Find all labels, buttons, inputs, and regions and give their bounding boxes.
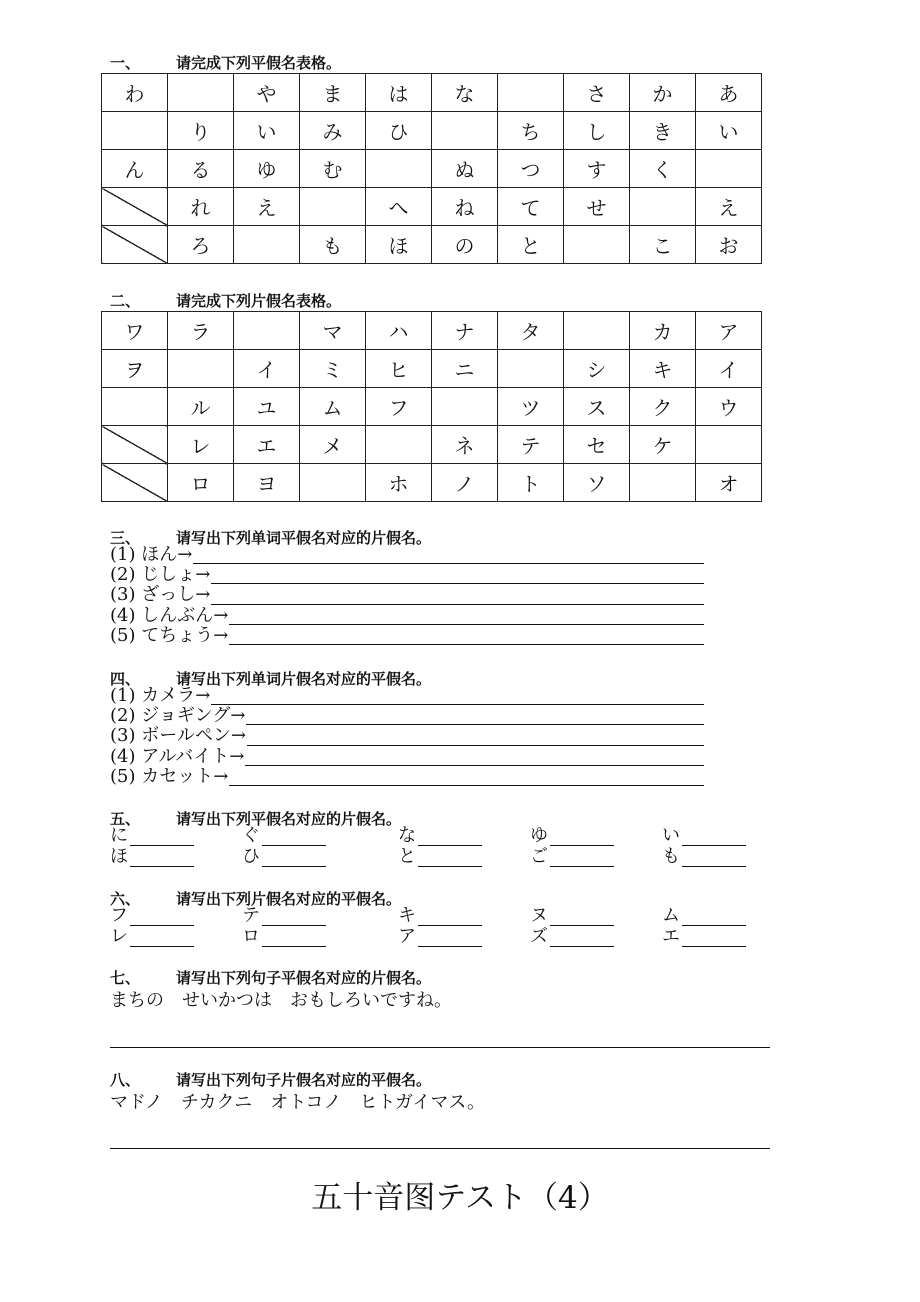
section-8-title: 八、 请写出下列句子片假名对应的平假名。 bbox=[110, 1071, 432, 1089]
hiragana-row bbox=[102, 226, 762, 264]
q5-item bbox=[242, 826, 326, 846]
q5-answer-blank[interactable] bbox=[550, 849, 614, 867]
q4-item bbox=[110, 686, 710, 706]
q5-item bbox=[662, 826, 746, 846]
q6-kana: ヌ bbox=[530, 905, 548, 926]
katakana-cell: レ bbox=[168, 426, 234, 464]
q6-item bbox=[530, 906, 614, 926]
hiragana-row bbox=[102, 74, 762, 112]
katakana-cell: イ bbox=[234, 350, 300, 388]
hiragana-cell: い bbox=[234, 112, 300, 150]
katakana-cell: ウ bbox=[696, 388, 762, 426]
q4-prompt: (2) ジョギング→ bbox=[110, 705, 246, 727]
q4-answer-line[interactable] bbox=[246, 723, 704, 725]
q5-item bbox=[530, 847, 614, 867]
katakana-row bbox=[102, 388, 762, 426]
q3-answer-line[interactable] bbox=[193, 562, 704, 564]
katakana-blank-cell[interactable] bbox=[498, 350, 564, 388]
q7-sentence: まちの せいかつは おもしろいですね。 bbox=[110, 990, 452, 1011]
section-4-title: 四、 请写出下列单词片假名对应的平假名。 bbox=[110, 670, 432, 688]
hiragana-cell: い bbox=[696, 112, 762, 150]
q4-answer-line[interactable] bbox=[247, 744, 704, 746]
katakana-cell: セ bbox=[564, 426, 630, 464]
hiragana-blank-cell[interactable] bbox=[300, 188, 366, 226]
hiragana-cell: へ bbox=[366, 188, 432, 226]
q4-prompt: (5) カセット→ bbox=[110, 765, 229, 787]
q4-item bbox=[110, 747, 710, 767]
katakana-row bbox=[102, 426, 762, 464]
hiragana-row bbox=[102, 188, 762, 226]
katakana-cell: ニ bbox=[432, 350, 498, 388]
katakana-cell: ナ bbox=[432, 312, 498, 350]
q6-kana: ロ bbox=[242, 926, 260, 947]
q3-prompt: (2) じしょ→ bbox=[110, 564, 211, 586]
katakana-blank-cell[interactable] bbox=[234, 312, 300, 350]
q6-kana: ア bbox=[398, 926, 416, 947]
hiragana-cell: あ bbox=[696, 74, 762, 112]
katakana-row bbox=[102, 312, 762, 350]
hiragana-blank-cell[interactable] bbox=[168, 74, 234, 112]
q6-kana: キ bbox=[398, 905, 416, 926]
katakana-row bbox=[102, 464, 762, 502]
hiragana-row bbox=[102, 150, 762, 188]
hiragana-cell: る bbox=[168, 150, 234, 188]
page-title: 五十音图テスト（4） bbox=[311, 1180, 609, 1216]
katakana-row bbox=[102, 350, 762, 388]
q3-item bbox=[110, 545, 710, 565]
katakana-cell: カ bbox=[630, 312, 696, 350]
hiragana-cell: ろ bbox=[168, 226, 234, 264]
katakana-cell: ト bbox=[498, 464, 564, 502]
q3-prompt: (5) てちょう→ bbox=[110, 624, 229, 646]
hiragana-cell: ん bbox=[102, 150, 168, 188]
q5-answer-blank[interactable] bbox=[130, 828, 194, 846]
katakana-cell: ク bbox=[630, 388, 696, 426]
katakana-cell: ル bbox=[168, 388, 234, 426]
q6-item bbox=[662, 927, 746, 947]
q6-kana: フ bbox=[110, 905, 128, 926]
q6-answer-blank[interactable] bbox=[418, 908, 482, 926]
katakana-cell: ワ bbox=[102, 312, 168, 350]
hiragana-cell: ね bbox=[432, 188, 498, 226]
q5-kana: ゆ bbox=[530, 825, 548, 846]
katakana-blank-cell[interactable] bbox=[564, 312, 630, 350]
hiragana-cell: し bbox=[564, 112, 630, 150]
q3-answer-line[interactable] bbox=[211, 603, 704, 605]
katakana-cell: オ bbox=[696, 464, 762, 502]
katakana-cell: フ bbox=[366, 388, 432, 426]
q6-kana: レ bbox=[110, 926, 128, 947]
q3-answer-line[interactable] bbox=[211, 582, 704, 584]
q3-answer-line[interactable] bbox=[229, 643, 704, 645]
hiragana-cell: れ bbox=[168, 188, 234, 226]
hiragana-cell: ま bbox=[300, 74, 366, 112]
hiragana-table bbox=[101, 73, 762, 264]
hiragana-blank-cell[interactable] bbox=[564, 226, 630, 264]
q6-item bbox=[110, 906, 194, 926]
hiragana-cell: り bbox=[168, 112, 234, 150]
katakana-cell: シ bbox=[564, 350, 630, 388]
katakana-blank-cell[interactable] bbox=[168, 350, 234, 388]
hiragana-cell: と bbox=[498, 226, 564, 264]
hiragana-blank-cell[interactable] bbox=[366, 150, 432, 188]
katakana-diagonal-cell bbox=[102, 464, 168, 502]
section-6-title: 六、 请写出下列片假名对应的平假名。 bbox=[110, 890, 402, 908]
hiragana-blank-cell[interactable] bbox=[432, 112, 498, 150]
hiragana-blank-cell[interactable] bbox=[696, 150, 762, 188]
q5-answer-blank[interactable] bbox=[550, 828, 614, 846]
hiragana-cell: も bbox=[300, 226, 366, 264]
q6-item bbox=[662, 906, 746, 926]
q5-item bbox=[110, 826, 194, 846]
q5-kana: ひ bbox=[242, 846, 260, 867]
hiragana-cell: は bbox=[366, 74, 432, 112]
q4-answer-line[interactable] bbox=[229, 784, 704, 786]
katakana-cell: ス bbox=[564, 388, 630, 426]
hiragana-cell: ち bbox=[498, 112, 564, 150]
section-1-title: 一、 请完成下列平假名表格。 bbox=[110, 54, 342, 72]
q5-kana: な bbox=[398, 825, 416, 846]
q5-answer-blank[interactable] bbox=[682, 849, 746, 867]
q5-answer-blank[interactable] bbox=[262, 849, 326, 867]
q5-kana: ぐ bbox=[242, 825, 260, 846]
q5-kana: に bbox=[110, 825, 128, 846]
hiragana-cell: み bbox=[300, 112, 366, 150]
katakana-table bbox=[101, 311, 762, 502]
hiragana-cell: の bbox=[432, 226, 498, 264]
katakana-cell: エ bbox=[234, 426, 300, 464]
q3-answer-line[interactable] bbox=[229, 623, 704, 625]
q3-list bbox=[110, 545, 710, 646]
q5-item bbox=[242, 847, 326, 867]
hiragana-cell: む bbox=[300, 150, 366, 188]
q5-answer-blank[interactable] bbox=[418, 849, 482, 867]
q6-item bbox=[530, 927, 614, 947]
katakana-cell: ツ bbox=[498, 388, 564, 426]
katakana-cell: ロ bbox=[168, 464, 234, 502]
q5-kana: ほ bbox=[110, 846, 128, 867]
q6-kana: ム bbox=[662, 905, 680, 926]
katakana-cell: キ bbox=[630, 350, 696, 388]
q4-prompt: (3) ボールペン→ bbox=[110, 725, 246, 747]
katakana-cell: ム bbox=[300, 388, 366, 426]
hiragana-cell: わ bbox=[102, 74, 168, 112]
q6-kana: ズ bbox=[530, 926, 548, 947]
q5-kana: い bbox=[662, 825, 680, 846]
q3-prompt: (1) ほん→ bbox=[110, 544, 193, 565]
q5-item bbox=[530, 826, 614, 846]
katakana-blank-cell[interactable] bbox=[102, 388, 168, 426]
q4-item bbox=[110, 767, 710, 787]
q3-item bbox=[110, 585, 710, 605]
hiragana-blank-cell[interactable] bbox=[234, 226, 300, 264]
q5-kana: も bbox=[662, 846, 680, 867]
hiragana-cell: き bbox=[630, 112, 696, 150]
katakana-diagonal-cell bbox=[102, 426, 168, 464]
katakana-cell: メ bbox=[300, 426, 366, 464]
katakana-cell: ケ bbox=[630, 426, 696, 464]
q4-answer-line[interactable] bbox=[211, 703, 704, 705]
katakana-blank-cell[interactable] bbox=[696, 426, 762, 464]
q4-prompt: (4) アルバイト→ bbox=[110, 745, 245, 767]
hiragana-cell: ほ bbox=[366, 226, 432, 264]
hiragana-cell: ひ bbox=[366, 112, 432, 150]
hiragana-cell: つ bbox=[498, 150, 564, 188]
q3-item bbox=[110, 626, 710, 646]
q3-prompt: (3) ざっし→ bbox=[110, 584, 211, 606]
hiragana-cell: く bbox=[630, 150, 696, 188]
q3-item bbox=[110, 565, 710, 585]
katakana-blank-cell[interactable] bbox=[630, 464, 696, 502]
katakana-cell: ホ bbox=[366, 464, 432, 502]
q6-answer-blank[interactable] bbox=[418, 929, 482, 947]
katakana-cell: イ bbox=[696, 350, 762, 388]
hiragana-cell: な bbox=[432, 74, 498, 112]
hiragana-blank-cell[interactable] bbox=[498, 74, 564, 112]
hiragana-cell: さ bbox=[564, 74, 630, 112]
q5-answer-blank[interactable] bbox=[262, 828, 326, 846]
hiragana-cell: や bbox=[234, 74, 300, 112]
hiragana-cell: お bbox=[696, 226, 762, 264]
katakana-cell: ア bbox=[696, 312, 762, 350]
section-7-title: 七、 请写出下列句子平假名对应的片假名。 bbox=[110, 969, 432, 987]
hiragana-cell: ゆ bbox=[234, 150, 300, 188]
katakana-cell: ハ bbox=[366, 312, 432, 350]
q5-item bbox=[398, 847, 482, 867]
hiragana-cell: ぬ bbox=[432, 150, 498, 188]
q4-prompt: (1) カメラ→ bbox=[110, 685, 211, 706]
hiragana-cell: え bbox=[696, 188, 762, 226]
q6-answer-blank[interactable] bbox=[262, 929, 326, 947]
hiragana-blank-cell[interactable] bbox=[630, 188, 696, 226]
q5-item bbox=[398, 826, 482, 846]
hiragana-diagonal-cell bbox=[102, 226, 168, 264]
hiragana-cell: え bbox=[234, 188, 300, 226]
hiragana-cell: す bbox=[564, 150, 630, 188]
q6-item bbox=[110, 927, 194, 947]
q3-prompt: (4) しんぶん→ bbox=[110, 604, 229, 626]
q4-answer-line[interactable] bbox=[245, 764, 704, 766]
q6-answer-blank[interactable] bbox=[682, 929, 746, 947]
q4-item bbox=[110, 706, 710, 726]
katakana-cell: ユ bbox=[234, 388, 300, 426]
katakana-cell: タ bbox=[498, 312, 564, 350]
q3-item bbox=[110, 606, 710, 626]
katakana-blank-cell[interactable] bbox=[366, 426, 432, 464]
q6-answer-blank[interactable] bbox=[682, 908, 746, 926]
katakana-cell: ソ bbox=[564, 464, 630, 502]
q6-item bbox=[398, 927, 482, 947]
q8-answer-line[interactable] bbox=[110, 1148, 770, 1149]
q6-answer-blank[interactable] bbox=[550, 908, 614, 926]
section-2-title: 二、 请完成下列片假名表格。 bbox=[110, 292, 342, 310]
katakana-cell: ノ bbox=[432, 464, 498, 502]
hiragana-cell: せ bbox=[564, 188, 630, 226]
q5-kana: と bbox=[398, 846, 416, 867]
hiragana-cell: か bbox=[630, 74, 696, 112]
q6-kana: エ bbox=[662, 926, 680, 947]
q6-answer-blank[interactable] bbox=[130, 929, 194, 947]
q5-answer-blank[interactable] bbox=[418, 828, 482, 846]
section-5-title: 五、 请写出下列平假名对应的片假名。 bbox=[110, 810, 402, 828]
katakana-blank-cell[interactable] bbox=[300, 464, 366, 502]
katakana-cell: ヒ bbox=[366, 350, 432, 388]
hiragana-cell: こ bbox=[630, 226, 696, 264]
q6-answer-blank[interactable] bbox=[550, 929, 614, 947]
hiragana-row bbox=[102, 112, 762, 150]
katakana-cell: ヲ bbox=[102, 350, 168, 388]
katakana-cell: テ bbox=[498, 426, 564, 464]
q6-item bbox=[242, 906, 326, 926]
q4-list bbox=[110, 686, 710, 787]
section-3-title: 三、 请写出下列单词平假名对应的片假名。 bbox=[110, 529, 432, 547]
katakana-cell: ミ bbox=[300, 350, 366, 388]
q5-item bbox=[662, 847, 746, 867]
q7-answer-line[interactable] bbox=[110, 1047, 770, 1048]
hiragana-cell: て bbox=[498, 188, 564, 226]
q6-kana: テ bbox=[242, 905, 260, 926]
q6-item bbox=[398, 906, 482, 926]
q5-item bbox=[110, 847, 194, 867]
q5-answer-blank[interactable] bbox=[130, 849, 194, 867]
katakana-cell: ネ bbox=[432, 426, 498, 464]
katakana-cell: ラ bbox=[168, 312, 234, 350]
q4-item bbox=[110, 726, 710, 746]
q5-kana: ご bbox=[530, 846, 548, 867]
hiragana-diagonal-cell bbox=[102, 188, 168, 226]
q6-item bbox=[242, 927, 326, 947]
q6-answer-blank[interactable] bbox=[130, 908, 194, 926]
q8-sentence: マドノ チカクニ オトコノ ヒトガイマス。 bbox=[110, 1092, 485, 1113]
katakana-cell: マ bbox=[300, 312, 366, 350]
hiragana-blank-cell[interactable] bbox=[102, 112, 168, 150]
q6-answer-blank[interactable] bbox=[262, 908, 326, 926]
q5-answer-blank[interactable] bbox=[682, 828, 746, 846]
katakana-cell: ヨ bbox=[234, 464, 300, 502]
katakana-blank-cell[interactable] bbox=[432, 388, 498, 426]
